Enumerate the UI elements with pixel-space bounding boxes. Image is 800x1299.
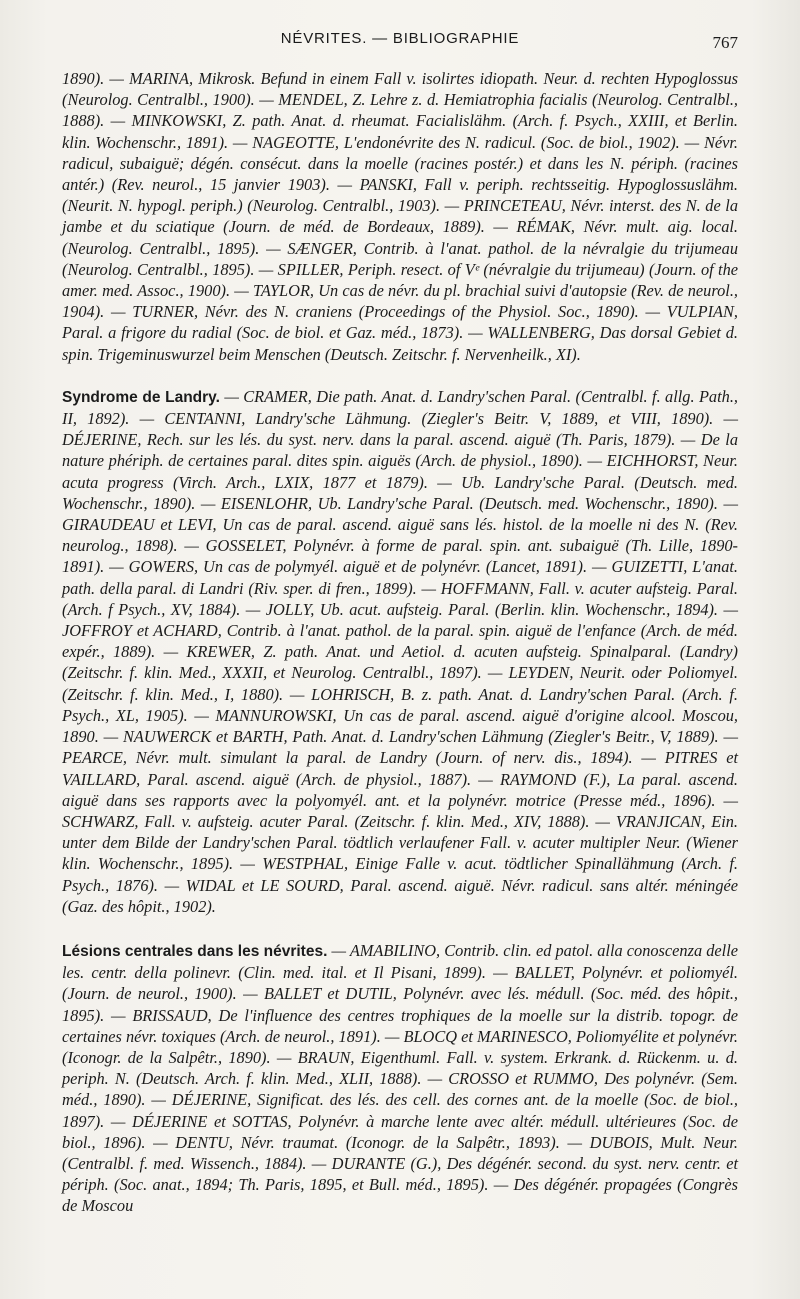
page-number: 767 xyxy=(712,33,738,52)
bibliography-section-central-lesions xyxy=(62,940,738,1217)
running-title: NÉVRITES. — BIBLIOGRAPHIE xyxy=(280,30,520,47)
section-heading: Syndrome de Landry. xyxy=(62,388,220,406)
section-text: 1890). — MARINA, Mikrosk. Befund in einem Fall v. isolirtes idiopath. Neur. d. rechten Hypoglossus (Neurolog. Centralbl., 1900). — MENDEL, Z. Lehre z. d. Hemiatrophia facialis (Neurolog. Centralbl., 1888). — MINKOWSKI, Z. path. Anat. d. rheumat. Facialislähm. (Arch. f. Psych., XXIII, et Berlin. klin. Wochenschr., 1891). — NAGEOTTE, L'endonévrite des N. radicul. (Soc. de biol., 1902). — Névr. radicul, subaiguë; dégén. consécut. dans la moelle (racines postér.) et dans les N. périph. (racines antér.) (Rev. neurol., 15 janvier 1903). — PANSKI, Fall v. periph. rechtsseitig. Hypoglossuslähm. (Neurit. N. hypogl. periph.) (Neurolog. Centralbl., 1903). — PRINCETEAU, Névr. interst. des N. de la jambe et du sciatique (Journ. de méd. de Bordeaux, 1889). — RÉMAK, Névr. mult. aig. local. (Neurolog. Centralbl., 1895). — SÆNGER, Contrib. à l'anat. pathol. de la névralgie du trijumeau (Neurolog. Centralbl., 1895). — SPILLER, Periph. resect. of Vᵉ (névralgie du trijumeau) (Journ. of the amer. med. Assoc., 1900). — TAYLOR, Un cas de névr. du pl. brachial suivi d'autopsie (Rev. de neurol., 1904). — TURNER, Névr. des N. craniens (Proceedings of the Physiol. Soc., 1890). — VULPIAN, Paral. a frigore du radial (Soc. de biol. et Gaz. méd., 1873). — WALLENBERG, Das dorsal Gebiet d. spin. Trigeminuswurzel beim Menschen (Deutsch. Zeitschr. f. Nervenheilk., XI). xyxy=(62,69,738,364)
section-text: — AMABILINO, Contrib. clin. ed patol. alla conoscenza delle les. centr. della polinevr. (Clin. med. ital. et Il Pisani, 1899). — BALLET, Polynévr. et poliomyél. (Journ. de neurol., 1900). — BALLET et DUTIL, Polynévr. avec lés. médull. (Soc. méd. des hôpit., 1895). — BRISSAUD, De l'influence des centres trophiques de la moelle sur la distrib. topogr. de certaines névr. toxiques (Arch. de neurol., 1891). — BLOCQ et MARINESCO, Poliomyélite et polynévr. (Iconogr. de la Salpêtr., 1890). — BRAUN, Eigenthuml. Fall. v. system. Erkrank. d. Rückenm. u. d. periph. N. (Deutsch. Arch. f. klin. Med., XLII, 1888). — CROSSO et RUMMO, Des polynévr. (Sem. méd., 1890). — DÉJERINE, Significat. des lés. des cell. des cornes ant. de la moelle (Soc. de biol., 1897). — DÉJERINE et SOTTAS, Polynévr. à marche lente avec altér. médull. ultérieures (Soc. de biol., 1896). — DENTU, Névr. traumat. (Iconogr. de la Salpêtr., 1893). — DUBOIS, Mult. Neur. (Centralbl. f. med. Wissench., 1884). — DURANTE (G.), Des dégénér. second. du syst. nerv. centr. et périph. (Soc. anat., 1894; Th. Paris, 1895, et Bull. méd., 1895). — Des dégénér. propagées (Congrès de Moscou xyxy=(62,940,738,1216)
section-text: — CRAMER, Die path. Anat. d. Landry'schen Paral. (Centralbl. f. allg. Path., II, 1892). — CENTANNI, Landry'sche Lähmung. (Ziegler's Beitr. V, 1889, et VIII, 1890). — DÉJERINE, Rech. sur les lés. du syst. nerv. dans la paral. ascend. aiguë (Th. Paris, 1879). — De la nature phériph. de certaines paral. dites spin. aiguës (Arch. de physiol., 1890). — EICHHORST, Neur. acuta progress (Virch. Arch., LXIX, 1877 et 1879). — Ub. Landry'sche Paral. (Deutsch. med. Wochenschr., 1890). — EISENLOHR, Ub. Landry'sche Paral. (Deutsch. med. Wochenschr., 1890). — GIRAUDEAU et LEVI, Un cas de paral. ascend. aiguë sans lés. histol. de la moelle ni des N. (Rev. neurolog., 1898). — GOSSELET, Polynévr. à forme de paral. spin. ant. subaiguë (Th. Lille, 1890-1891). — GOWERS, Un cas de polymyél. aiguë et de polynévr. (Lancet, 1891). — GUIZETTI, L'anat. path. della paral. di Landri (Riv. sper. di fren., 1899). — HOFFMANN, Fall. v. acuter aufsteig. Paral. (Arch. f Psych., XV, 1884). — JOLLY, Ub. acut. aufsteig. Paral. (Berlin. klin. Wochenschr., 1894). — JOFFROY et ACHARD, Contrib. à l'anat. pathol. de la paral. spin. aiguë de l'enfance (Arch. de méd. expér., 1889). — KREWER, Z. path. Anat. und Aetiol. d. acuten aufsteig. Spinalparal. (Landry) (Zeitschr. f. klin. Med., XXXII, et Neurolog. Centralbl., 1897). — LEYDEN, Neurit. oder Poliomyel. (Zeitschr. f. klin. Med., I, 1880). — LOHRISCH, B. z. path. Anat. d. Landry'schen Paral. (Arch. f. Psych., XL, 1905). — MANNUROWSKI, Un cas de paral. ascend. aiguë d'origine alcool. Moscou, 1890. — NAUWERCK et BARTH, Path. Anat. d. Landry'schen Lähmung (Ziegler's Beitr., V, 1889). — PEARCE, Névr. mult. simulant la paral. de Landry (Journ. of nerv. dis., 1894). — PITRES et VAILLARD, Paral. ascend. aiguë (Arch. de physiol., 1887). — RAYMOND (F.), La paral. ascend. aiguë dans ses rapports avec la polyomyél. ant. et la polynévr. motrice (Presse méd., 1896). — SCHWARZ, Fall. v. aufsteig. acuter Paral. (Zeitschr. f. klin. Med., XIV, 1888). — VRANJICAN, Ein. unter dem Bilde der Landry'schen Paral. tödtlich verlaufener Fall. v. acuter multipler Neur. (Wiener klin. Wochenschr., 1895). — WESTPHAL, Einige Falle v. acut. tödtlicher Spinallähmung (Arch. f. Psych., 1876). — WIDAL et LE SOURD, Paral. ascend. aiguë. Névr. radicul. sans altér. méningée (Gaz. des hôpit., 1902). xyxy=(62,386,738,916)
bibliography-body xyxy=(62,68,738,1217)
bibliography-section-landry xyxy=(62,386,738,917)
running-head xyxy=(62,30,738,52)
bibliography-section-continuation xyxy=(62,68,738,365)
section-heading: Lésions centrales dans les névrites. xyxy=(62,942,328,960)
